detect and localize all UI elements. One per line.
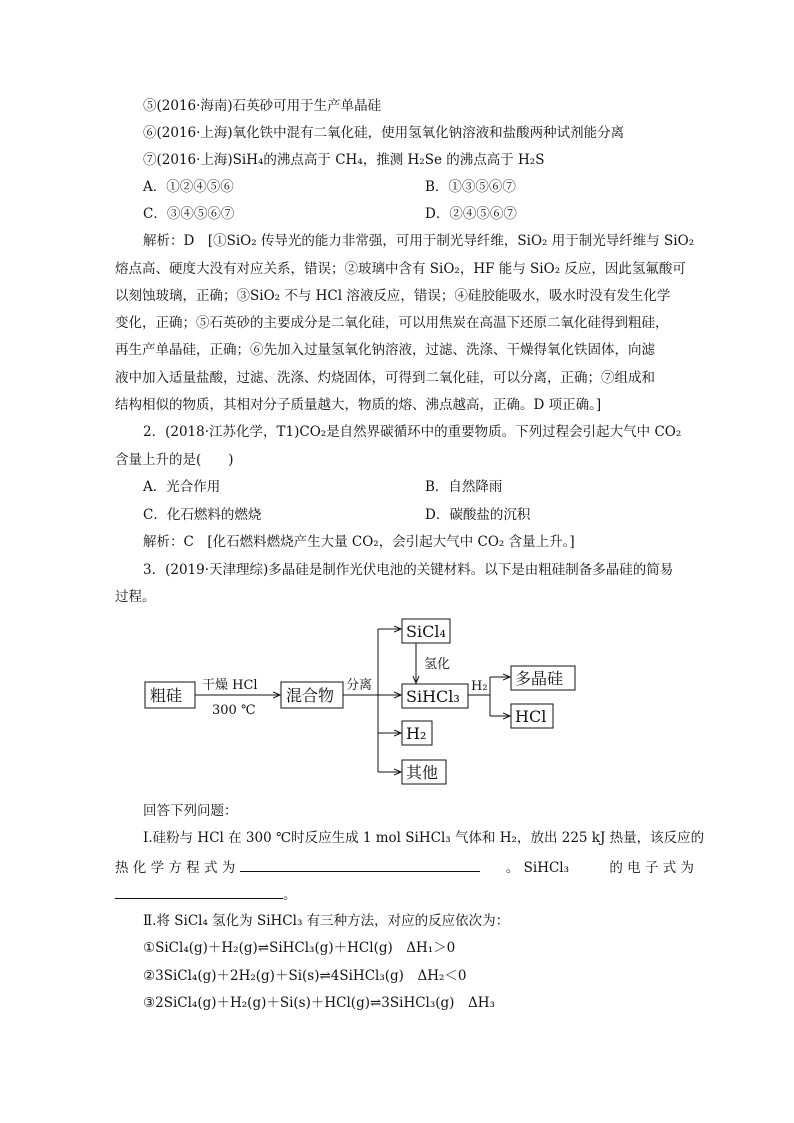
label-sihcl3: SiHCl₃ (406, 687, 460, 706)
statement-5: ⑤(2016·海南)石英砂可用于生产单晶硅 (143, 98, 382, 114)
label-dry-hcl: 干燥 HCl (202, 678, 258, 693)
statement-7: ⑦(2016·上海)SiH₄的沸点高于 CH₄，推测 H₂Se 的沸点高于 H₂S (143, 152, 545, 168)
answer-blank-electron-formula[interactable] (115, 884, 283, 899)
reaction-2: ②3SiCl₄(g)＋2H₂(g)＋Si(s)⇌4SiHCl₃(g) ΔH₂＜0 (143, 968, 467, 984)
q1-option-d: D．②④⑤⑥⑦ (425, 206, 517, 222)
q3-stem: 过程。 (115, 589, 156, 605)
label-hydrogenate: 氢化 (424, 657, 451, 672)
q1-analysis-line: 再生产单晶硅，正确；⑥先加入过量氢氧化钠溶液，过滤、洗涤、干燥得氧化铁固体，向滤 (115, 342, 655, 358)
q1-analysis-line: 结构相似的物质，其相对分子质量越大，物质的熔、沸点越高，正确。D 项正确。] (115, 397, 602, 413)
label-crude-si: 粗硅 (150, 686, 183, 705)
label-separate: 分离 (346, 678, 373, 693)
q1-analysis-line: 变化，正确；⑤石英砂的主要成分是二氧化硅，可以用焦炭在高温下还原二氧化硅得到粗硅， (115, 315, 669, 331)
q3-part-i-text: 热 化 学 方 程 式 为 (115, 860, 236, 876)
q3-part-i-text2: 。 SiHCl₃ (505, 860, 570, 876)
q1-analysis-line: 液中加入适量盐酸，过滤、洗涤、灼烧固体，可得到二氧化硅，可以分离，正确；⑦组成和 (115, 370, 655, 386)
statement-6: ⑥(2016·上海)氧化铁中混有二氧化硅，使用氢氧化钠溶液和盐酸两种试剂能分离 (143, 125, 625, 141)
q2-option-b: B．自然降雨 (425, 479, 503, 495)
q1-option-c: C．③④⑤⑥⑦ (143, 206, 235, 222)
q3-part-i-line2 (115, 857, 694, 877)
q1-option-a: A．①②④⑤⑥ (143, 179, 234, 195)
q3-answer-prompt: 回答下列问题： (143, 803, 238, 819)
label-hcl: HCl (515, 707, 547, 726)
q2-analysis: 解析：C [化石燃料燃烧产生大量 CO₂，会引起大气中 CO₂ 含量上升。] (143, 534, 575, 550)
answer-blank-equation[interactable] (240, 857, 480, 872)
q1-analysis-line: 解析：D [①SiO₂ 传导光的能力非常强，可用于制光导纤维，SiO₂ 用于制光导纤维与 SiO₂ (143, 233, 695, 249)
q3-part-i: Ⅰ.硅粉与 HCl 在 300 ℃时反应生成 1 mol SiHCl₃ 气体和 H₂，放出 225 kJ 热量，该反应的 (143, 830, 705, 846)
process-flow-diagram (140, 615, 600, 790)
q1-analysis-line: 以刻蚀玻璃，正确；③SiO₂ 不与 HCl 溶液反应，错误；④硅胶能吸水，吸水时没有发生化学 (115, 288, 671, 304)
q3-part-i-text3: 的 电 子 式 为 (609, 860, 695, 876)
label-others: 其他 (406, 763, 439, 782)
label-h2-reagent: H₂ (471, 679, 488, 694)
q3-part-i-line3 (115, 884, 297, 904)
q1-analysis-line: 熔点高、硬度大没有对应关系，错误；②玻璃中含有 SiO₂，HF 能与 SiO₂ 反应，因此氢氟酸可 (115, 261, 686, 277)
label-h2: H₂ (406, 724, 427, 743)
q2-stem: 含量上升的是( ) (115, 452, 234, 468)
label-sicl4: SiCl₄ (406, 622, 446, 641)
label-temp: 300 ℃ (212, 703, 256, 718)
q2-stem: 2．(2018·江苏化学，T1)CO₂是自然界碳循环中的重要物质。下列过程会引起大气中 CO₂ (143, 424, 682, 440)
reaction-3: ③2SiCl₄(g)＋H₂(g)＋Si(s)＋HCl(g)⇌3SiHCl₃(g) ΔH₃ (143, 995, 495, 1011)
reaction-1: ①SiCl₄(g)＋H₂(g)⇌SiHCl₃(g)＋HCl(g) ΔH₁＞0 (143, 940, 456, 956)
q2-option-a: A．光合作用 (143, 479, 221, 495)
label-mixture: 混合物 (286, 686, 335, 705)
q3-part-i-end: 。 (283, 887, 297, 903)
q2-option-d: D．碳酸盐的沉积 (425, 507, 531, 523)
q3-part-ii: Ⅱ.将 SiCl₄ 氢化为 SiHCl₃ 有三种方法，对应的反应依次为： (143, 913, 510, 929)
q1-option-b: B．①③⑤⑥⑦ (425, 179, 516, 195)
q3-stem: 3．(2019·天津理综)多晶硅是制作光伏电池的关键材料。以下是由粗硅制备多晶硅的简易 (143, 562, 674, 578)
q2-option-c: C．化石燃料的燃烧 (143, 507, 262, 523)
label-poly-si: 多晶硅 (515, 669, 564, 688)
